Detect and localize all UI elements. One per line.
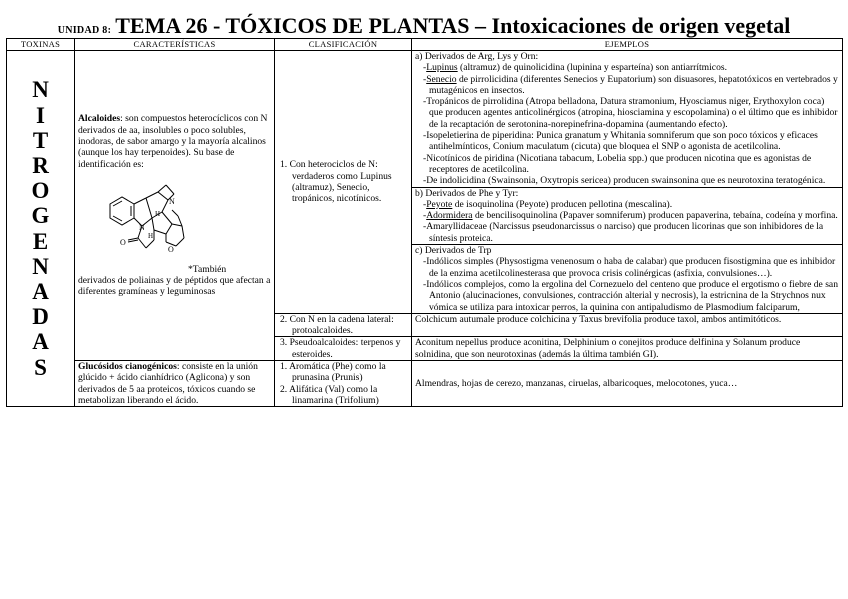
ejemplos-b-cell: [412, 187, 843, 244]
senecio-word: Senecio: [426, 73, 457, 85]
alcaloides-term: Alcaloides: [78, 113, 121, 125]
ejemplo-indolicos-simples: -Indólicos simples (Physostigma venenosum o haba de calabar) que producen fisostigmina que es inhibidor de la enzima acetilcolinesterasa que provoca crisis colinérgicas (asfixia, convulsiones…).: [423, 256, 836, 279]
nitro-letter: N: [32, 253, 49, 279]
indolicos-complejos-text: Indólicos complejos, como la ergolina del Cornezuelo del centeno que produce el ergotismo o fiebre de san Antonio (alucinaciones, convulsiones, contracción alterial y necrosis), la estricnina de la Strychnos nux vómica se utiliza para intoxicar perros, la quinina con antipaludismo de Plasmodium falciparum,: [426, 278, 838, 313]
glucosidos-desc: : consiste en la unión glúcido + ácido cianhídrico (Aglicona) y son derivados de 5 aa proteicos, tóxicos cuando se metabolizan liberando el ácido.: [78, 361, 258, 406]
nitro-letter: I: [36, 102, 45, 128]
nitro-letter: T: [32, 127, 49, 153]
alcaloides-desc: : son compuestos heterocíclicos con N derivados de aa, insolubles o poco solubles, inodoras, de sabor amargo y la mayoría alcalinos (aunque los hay terpenoides). Su base de identificación es:: [78, 113, 268, 170]
unit-label: UNIDAD 8:: [57, 25, 112, 36]
ejemplo-adormidera: -Adormidera de bencilisoquinolina (Papaver somniferum) producen papaverina, tebaína, codeína y morfina.: [423, 210, 838, 222]
clasif-aromatica: 1. Aromática (Phe) como la prunasina (Prunis): [280, 361, 386, 384]
mol-o2: O: [168, 244, 174, 254]
ejemplos-b-head: b) Derivados de Phe y Tyr:: [415, 187, 519, 199]
nitrogenadas-cell: [7, 51, 75, 407]
topic-title: TEMA 26 - TÓXICOS DE PLANTAS – Intoxicaciones de origen vegetal: [115, 13, 791, 38]
ejemplo-senecio: -Senecio de pirrolicidina (diferentes Senecios y Eupatorium) son disuasores, hepatotóxicos en vertebrados y mutagénicos en insectos.: [423, 73, 838, 96]
indolicidina-text: De indolicidina (Swainsonia, Oxytropis sericea) producen swainsonina que es neurotoxina teratogénica.: [426, 175, 826, 187]
ejemplo-nicotinicos: -Nicotínicos de piridina (Nicotiana tabacum, Lobelia spp.) que producen nicotina que es agonistas de receptores de acetilcolina.: [423, 152, 812, 175]
clasif-alifatica: 2. Alifática (Val) como la linamarina (Trifolium): [280, 383, 379, 406]
header-ejemplos: EJEMPLOS: [412, 39, 843, 51]
isopeletierina-text: Isopeletierina de piperidina: Punica granatum y Whitania somniferum que son poco tóxicos y eficaces antihelmínticos, Conium maculatum (cicuta) que bloquea el SNP o agonista de acetilcolina.: [426, 130, 818, 153]
ejemplos-pseudoalcaloides: Aconitum nepellus produce aconitina, Delphinium o conejitos produce delfinina y Solanum produce solnidina, que son neurotoxinas (además la última también GI).: [412, 337, 843, 361]
nitro-letter: E: [32, 228, 49, 254]
lupinus-word: Lupinus: [426, 62, 458, 74]
nitro-letter: D: [32, 304, 49, 330]
nitro-letter: S: [34, 354, 47, 380]
clasif-heterociclos: [275, 51, 412, 314]
nitro-letter: N: [32, 77, 49, 103]
alcaloides-text: [78, 113, 271, 169]
ejemplo-indolicos-complejos: -Indólicos complejos, como la ergolina del Cornezuelo del centeno que produce el ergotismo o fiebre de san Antonio (alucinaciones, convulsiones, contracción alterial y necrosis), la estricnina de la Strychnos nux vómica se utiliza para intoxicar perros, la quinina con antipaludismo de Plasmodium falciparum,: [423, 278, 838, 313]
adormidera-rest: de bencilisoquinolina (Papaver somniferum) producen papaverina, tebaína, codeína y morfina.: [472, 210, 838, 222]
clasif-pseudoalcaloides-text: 3. Pseudoalcaloides: terpenos y esteroides.: [280, 337, 401, 360]
alcaloides-cell: [75, 51, 275, 361]
header-toxinas: TOXINAS: [7, 39, 75, 51]
mol-n2: N: [169, 196, 175, 206]
ejemplo-indolicidina: -De indolicidina (Swainsonia, Oxytropis sericea) producen swainsonina que es neurotoxina teratogénica.: [423, 175, 826, 187]
row-alcaloides-a: [7, 51, 843, 188]
mol-h1: H: [155, 209, 161, 218]
amaryllidaceae-text: Amaryllidaceae (Narcissus pseudonarcissus o narciso) que producen licorinas que son inhibidores de la síntesis proteica.: [426, 221, 824, 244]
nitro-letter: G: [31, 203, 50, 229]
adormidera-word: Adormidera: [426, 210, 473, 222]
peyote-rest: de isoquinolina (Peyote) producen pellotina (mescalina).: [452, 198, 673, 210]
mol-n1: N: [139, 222, 145, 232]
ejemplos-c-cell: [412, 245, 843, 314]
ejemplos-a-cell: [412, 51, 843, 188]
ejemplo-amaryllidaceae: -Amaryllidaceae (Narcissus pseudonarcissus o narciso) que producen licorinas que son inhibidores de la síntesis proteica.: [423, 221, 824, 244]
tropanicos-text: Tropánicos de pirrolidina (Atropa belladona, Datura stramonium, Hyosciamus niger, Erythoxylon coca) que producen agentes anticolinérgicos (atropina, hiosciamina y escopolamina) o el último que es inhibidor de la recaptación de serotonina-norepinefrina-dopamina (aumentando efecto).: [426, 96, 838, 130]
clasif-protoalcaloides: [275, 313, 412, 337]
nitro-letter: O: [31, 178, 50, 204]
mol-h2: H: [148, 231, 154, 240]
glucosidos-cell: [75, 361, 275, 407]
ejemplo-isopeletierina: -Isopeletierina de piperidina: Punica granatum y Whitania somniferum que son poco tóxicos y eficaces antihelmínticos, Conium maculatum (cicuta) que bloquea el SNP o agonista de acetilcolina.: [423, 130, 818, 153]
clasif-pseudoalcaloides: [275, 337, 412, 361]
nitro-letter: A: [32, 279, 49, 304]
ejemplos-glucosidos: Almendras, hojas de cerezo, manzanas, ciruelas, albaricoques, melocotones, yuca…: [412, 361, 843, 407]
nicotinicos-text: Nicotínicos de piridina (Nicotiana tabacum, Lobelia spp.) que producen nicotina que es agonistas de receptores de acetilcolina.: [426, 152, 812, 175]
ejemplo-tropanicos: -Tropánicos de pirrolidina (Atropa belladona, Datura stramonium, Hyosciamus niger, Erythoxylon coca) que producen agentes anticolinérgicos (atropina, hiosciamina y escopolamina) o el último que es inhibidor de la recaptación de serotonina-norepinefrina-dopamina (aumentando efecto).: [423, 96, 838, 130]
clasif-heterociclos-text: 1. Con heterociclos de N: verdaderos como Lupinus (altramuz), Senecio, tropánicos, nicotínicos.: [280, 159, 392, 205]
ejemplo-lupinus: -Lupinus (altramuz) de quinolicidina (lupinina y esparteína) son antiarrítmicos.: [423, 62, 727, 74]
tambien-cont: derivados de poliainas y de péptidos que afectan a diferentes gramíneas y leguminosas: [78, 275, 271, 298]
lupinus-rest: (altramuz) de quinolicidina (lupinina y esparteína) son antiarrítmicos.: [457, 62, 727, 74]
clasif-protoalcaloides-text: 2. Con N en la cadena lateral: protoalcaloides.: [280, 313, 394, 337]
ejemplos-a-head: a) Derivados de Arg, Lys y Orn:: [415, 51, 539, 62]
header-caracteristicas: CARACTERÍSTICAS: [75, 39, 275, 51]
header-clasificacion: CLASIFICACIÓN: [275, 39, 412, 51]
mol-o1: O: [120, 237, 126, 247]
ejemplos-c-head: c) Derivados de Trp: [415, 245, 492, 257]
clasif-glucosidos: [275, 361, 412, 407]
ejemplos-protoalcaloides: Colchicum autumale produce colchicina y Taxus brevifolia produce taxol, ambos antimitóticos.: [412, 313, 843, 337]
indolicos-simples-text: Indólicos simples (Physostigma venenosum o haba de calabar) que producen fisostigmina que es inhibidor de la enzima acetilcolinesterasa que provoca crisis colinérgicas (asfixia, convulsiones…).: [426, 256, 836, 279]
peyote-word: Peyote: [426, 198, 453, 210]
nitro-letter: A: [32, 329, 49, 355]
glucosidos-term: Glucósidos cianogénicos: [78, 361, 177, 373]
toxins-table: [6, 38, 843, 407]
strychnine-structure: [96, 182, 200, 262]
header-row: [7, 39, 843, 51]
ejemplo-peyote: -Peyote de isoquinolina (Peyote) producen pellotina (mescalina).: [423, 198, 673, 210]
nitro-letter: R: [32, 152, 49, 178]
senecio-rest: de pirrolicidina (diferentes Senecios y Eupatorium) son disuasores, hepatotóxicos en vertebrados y mutagénicos en insectos.: [429, 73, 838, 96]
tambien-note: *También: [188, 263, 227, 275]
